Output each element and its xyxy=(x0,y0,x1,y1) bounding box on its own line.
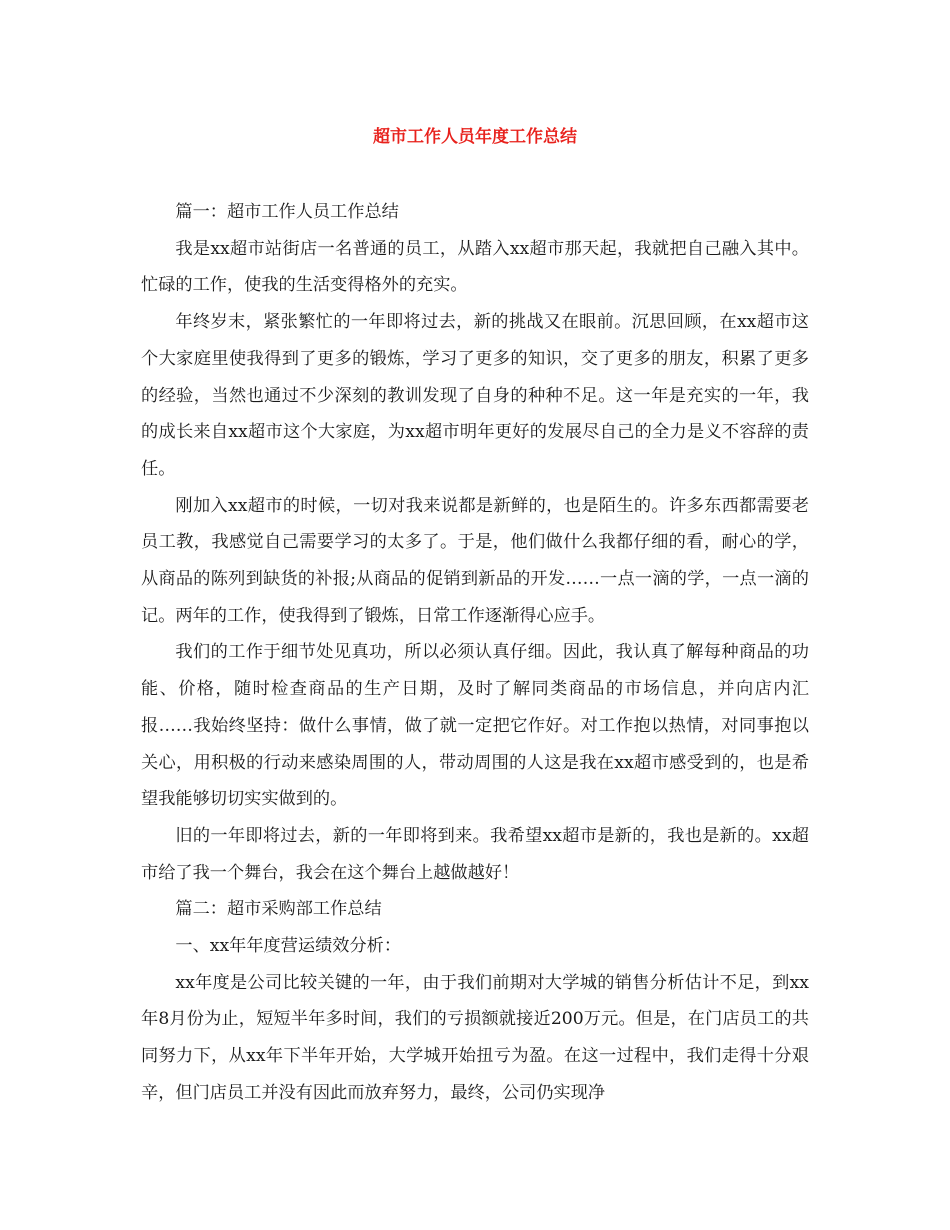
paragraph: 刚加入xx超市的时候，一切对我来说都是新鲜的，也是陌生的。许多东西都需要老员工教，我感觉自己需要学习的太多了。于是，他们做什么我都仔细的看，耐心的学，从商品的陈列到缺货的补报;从商品的促销到新品的开发……一点一滴的学，一点一滴的记。两年的工作，使我得到了锻炼，日常工作逐渐得心应手。 xyxy=(141,495,809,626)
paragraph: 旧的一年即将过去，新的一年即将到来。我希望xx超市是新的，我也是新的。xx超市给了我一个舞台，我会在这个舞台上越做越好！ xyxy=(141,825,809,883)
document-title: 超市工作人员年度工作总结 xyxy=(373,127,577,147)
document-body xyxy=(141,194,809,1112)
paragraph: 我们的工作于细节处见真功，所以必须认真仔细。因此，我认真了解每种商品的功能、价格，随时检查商品的生产日期，及时了解同类商品的市场信息，并向店内汇报……我始终坚持：做什么事情，做了就一定把它作好。对工作抱以热情，对同事抱以关心，用积极的行动来感染周围的人，带动周围的人这是我在xx超市感受到的，也是希望我能够切切实实做到的。 xyxy=(141,642,809,810)
paragraph-section-heading-2: 篇二：超市采购部工作总结 xyxy=(175,899,382,920)
paragraph: 年终岁末，紧张繁忙的一年即将过去，新的挑战又在眼前。沉思回顾，在xx超市这个大家庭里使我得到了更多的锻炼，学习了更多的知识，交了更多的朋友，积累了更多的经验，当然也通过不少深刻的教训发现了自身的种种不足。这一年是充实的一年，我的成长来自xx超市这个大家庭，为xx超市明年更好的发展尽自己的全力是义不容辞的责任。 xyxy=(141,312,809,479)
paragraph: xx年度是公司比较关键的一年，由于我们前期对大学城的销售分析估计不足，到xx年8月份为止，短短半年多时间，我们的亏损额就接近200万元。但是，在门店员工的共同努力下，从xx年下半年开始，大学城开始扭亏为盈。在这一过程中，我们走得十分艰辛，但门店员工并没有因此而放弃努力，最终，公司仍实现净 xyxy=(141,972,809,1103)
paragraph-subheading: 一、xx年年度营运绩效分析： xyxy=(175,936,402,957)
paragraph-section-heading-1: 篇一：超市工作人员工作总结 xyxy=(175,202,399,222)
paragraph: 我是xx超市站街店一名普通的员工，从踏入xx超市那天起，我就把自己融入其中。忙碌的工作，使我的生活变得格外的充实。 xyxy=(141,238,809,296)
